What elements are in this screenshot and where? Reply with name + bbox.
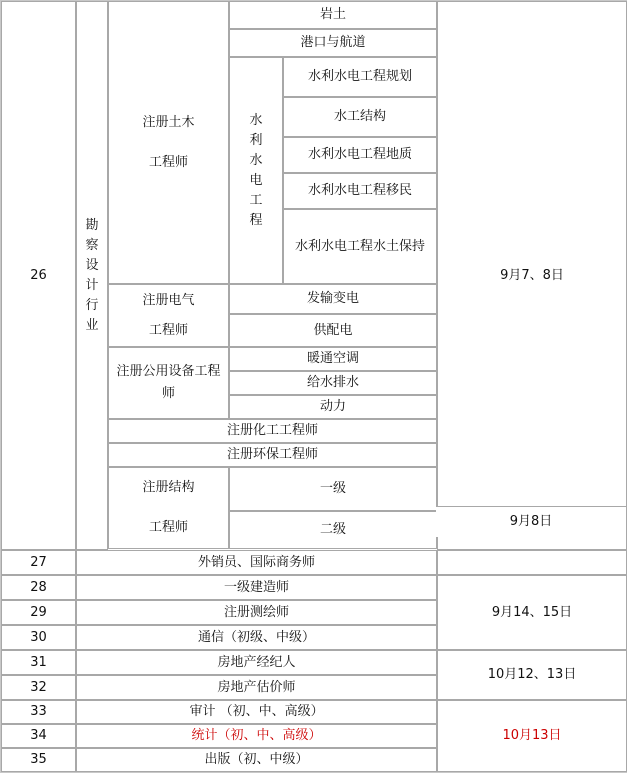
exam-name-highlight: 统计（初、中、高级） bbox=[76, 724, 437, 748]
item-number: 30 bbox=[1, 625, 76, 650]
subject-cell: 水利水电工程地质 bbox=[283, 137, 437, 173]
subject-cell: 水利水电工程移民 bbox=[283, 173, 437, 209]
item-number: 26 bbox=[1, 1, 76, 550]
subject-cell: 暖通空调 bbox=[229, 347, 437, 371]
item-number: 28 bbox=[1, 575, 76, 600]
subject-cell: 供配电 bbox=[229, 314, 437, 347]
exam-date: 9月14、15日 bbox=[437, 575, 627, 650]
chemical-engineer: 注册化工工程师 bbox=[108, 419, 437, 443]
exam-name: 房地产估价师 bbox=[76, 675, 437, 700]
structural-engineer-title: 注册结构 工程师 bbox=[108, 467, 229, 549]
subject-cell: 水利水电工程水土保持 bbox=[283, 209, 437, 284]
electrical-engineer-title: 注册电气 工程师 bbox=[108, 284, 229, 347]
table-row bbox=[1, 575, 627, 600]
item-number: 33 bbox=[1, 700, 76, 724]
exam-name: 一级建造师 bbox=[76, 575, 437, 600]
exam-date: 10月12、13日 bbox=[437, 650, 627, 700]
item-number: 29 bbox=[1, 600, 76, 625]
item-number: 35 bbox=[1, 748, 76, 772]
table-row bbox=[1, 650, 627, 675]
subject-cell: 一级 bbox=[229, 467, 437, 511]
exam-name: 通信（初级、中级） bbox=[76, 625, 437, 650]
exam-date-level2-box: 9月8日 bbox=[436, 506, 626, 537]
exam-date-highlight: 10月13日 bbox=[437, 700, 627, 772]
subject-cell: 港口与航道 bbox=[229, 29, 437, 57]
utility-engineer-title: 注册公用设备工程师 bbox=[108, 347, 229, 419]
item-number: 34 bbox=[1, 724, 76, 748]
exam-date bbox=[437, 550, 627, 575]
exam-name: 注册测绘师 bbox=[76, 600, 437, 625]
item-number: 31 bbox=[1, 650, 76, 675]
exam-name: 外销员、国际商务师 bbox=[76, 550, 437, 575]
environmental-engineer: 注册环保工程师 bbox=[108, 443, 437, 467]
industry-vertical-label: 勘 察 设 计 行 业 bbox=[76, 1, 108, 550]
subject-cell: 给水排水 bbox=[229, 371, 437, 395]
subject-cell: 二级 bbox=[229, 511, 437, 549]
item-number: 27 bbox=[1, 550, 76, 575]
table-row bbox=[1, 700, 627, 724]
item-number: 32 bbox=[1, 675, 76, 700]
civil-engineer-title: 注册土木 工程师 bbox=[108, 1, 229, 284]
subject-cell: 水工结构 bbox=[283, 97, 437, 137]
subject-cell: 水利水电工程规划 bbox=[283, 57, 437, 97]
water-conservancy-vertical-label: 水 利 水 电 工 程 bbox=[229, 57, 283, 284]
table-row bbox=[1, 550, 627, 575]
exam-name: 房地产经纪人 bbox=[76, 650, 437, 675]
subject-cell: 发输变电 bbox=[229, 284, 437, 314]
table-row bbox=[1, 1, 627, 29]
exam-name: 出版（初、中级） bbox=[76, 748, 437, 772]
subject-cell: 动力 bbox=[229, 395, 437, 419]
exam-date: 9月7、8日 bbox=[437, 1, 627, 550]
subject-cell: 岩土 bbox=[229, 1, 437, 29]
exam-name: 审计 （初、中、高级） bbox=[76, 700, 437, 724]
